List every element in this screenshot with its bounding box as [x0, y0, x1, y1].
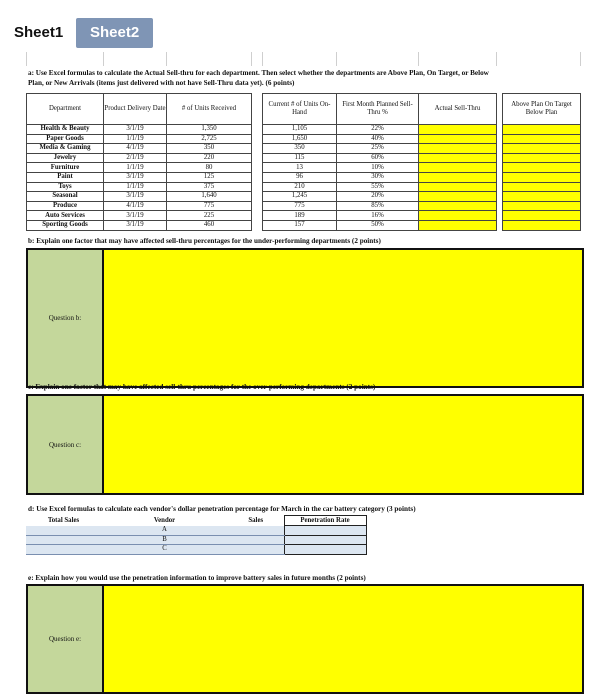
sellthru-table — [26, 93, 581, 231]
header-delivery-date: Product Delivery Date — [104, 94, 167, 125]
header-units-received: # of Units Received — [167, 94, 252, 125]
table-row — [27, 211, 581, 221]
grid-line — [103, 52, 104, 66]
units-received-cell[interactable]: 460 — [167, 220, 252, 230]
table-row — [27, 192, 581, 202]
plan-status-input[interactable] — [503, 211, 581, 221]
delivery-date-cell[interactable]: 3/1/19 — [104, 192, 167, 202]
grid-line — [262, 52, 263, 66]
planned-sellthru-cell[interactable]: 22% — [337, 125, 419, 135]
units-received-cell[interactable]: 1,350 — [167, 125, 252, 135]
units-received-cell[interactable]: 80 — [167, 163, 252, 173]
department-cell[interactable]: Media & Gaming — [27, 144, 104, 154]
units-on-hand-cell[interactable]: 13 — [263, 163, 337, 173]
penetration-rate-input[interactable] — [284, 545, 366, 555]
question-b-block — [26, 248, 584, 388]
sheet-tab-bar — [0, 0, 612, 52]
planned-sellthru-cell[interactable]: 60% — [337, 153, 419, 163]
units-on-hand-cell[interactable]: 157 — [263, 220, 337, 230]
table-row — [27, 182, 581, 192]
plan-status-input[interactable] — [503, 201, 581, 211]
question-e-block — [26, 584, 584, 694]
plan-status-input[interactable] — [503, 134, 581, 144]
penetration-rate-input[interactable] — [284, 535, 366, 545]
table-row — [27, 144, 581, 154]
question-d-prompt: d: Use Excel formulas to calculate each vendor's dollar penetration percentage for March in the car battery category (3 points) — [28, 505, 416, 513]
total-sales-input[interactable] — [26, 535, 101, 545]
delivery-date-cell[interactable]: 3/1/19 — [104, 220, 167, 230]
question-a-line1: a: Use Excel formulas to calculate the Actual Sell-thru for each department. Then select whether the departments are Above Plan, On Target, or Below — [28, 69, 489, 77]
planned-sellthru-cell[interactable]: 10% — [337, 163, 419, 173]
planned-sellthru-cell[interactable]: 40% — [337, 134, 419, 144]
actual-sellthru-input[interactable] — [419, 125, 497, 135]
department-cell[interactable]: Paint — [27, 172, 104, 182]
units-received-cell[interactable]: 350 — [167, 144, 252, 154]
delivery-date-cell[interactable]: 3/1/19 — [104, 125, 167, 135]
planned-sellthru-cell[interactable]: 55% — [337, 182, 419, 192]
grid-line — [166, 52, 167, 66]
planned-sellthru-cell[interactable]: 50% — [337, 220, 419, 230]
delivery-date-cell[interactable]: 1/1/19 — [104, 134, 167, 144]
header-units-on-hand: Current # of Units On-Hand — [263, 94, 337, 125]
table-row — [26, 545, 366, 555]
department-cell[interactable]: Produce — [27, 201, 104, 211]
plan-status-input[interactable] — [503, 192, 581, 202]
table-row — [27, 201, 581, 211]
question-c-answer-input[interactable] — [104, 396, 582, 493]
question-b-answer-input[interactable] — [104, 250, 582, 386]
header-vendor: Vendor — [153, 516, 176, 524]
department-cell[interactable]: Toys — [27, 182, 104, 192]
plan-status-input[interactable] — [503, 153, 581, 163]
actual-sellthru-input[interactable] — [419, 134, 497, 144]
delivery-date-cell[interactable]: 4/1/19 — [104, 144, 167, 154]
grid-line — [496, 52, 497, 66]
question-c-prompt: c: Explain one factor that may have affected sell-thru percentages for the over-performing departments (2 points) — [28, 383, 376, 391]
question-b-label: Question b: — [28, 250, 104, 386]
units-on-hand-cell[interactable]: 1,650 — [263, 134, 337, 144]
department-cell[interactable]: Paper Goods — [27, 134, 104, 144]
vendor-cell[interactable]: A — [101, 526, 228, 536]
planned-sellthru-cell[interactable]: 20% — [337, 192, 419, 202]
question-a-line2: Plan, or New Arrivals (items just delivered with not have Sell-Thru data yet). (6 points) — [28, 79, 295, 87]
actual-sellthru-input[interactable] — [419, 172, 497, 182]
units-received-cell[interactable]: 125 — [167, 172, 252, 182]
question-e-prompt: e: Explain how you would use the penetration information to improve battery sales in future months (2 points) — [28, 574, 366, 582]
plan-status-input[interactable] — [503, 172, 581, 182]
tab-sheet1[interactable]: Sheet1 — [0, 18, 77, 48]
grid-line — [580, 52, 581, 66]
grid-line — [418, 52, 419, 66]
planned-sellthru-cell[interactable]: 85% — [337, 201, 419, 211]
department-cell[interactable]: Auto Services — [27, 211, 104, 221]
units-on-hand-cell[interactable]: 1,245 — [263, 192, 337, 202]
tab-sheet2[interactable]: Sheet2 — [76, 18, 153, 48]
vendor-cell[interactable]: B — [101, 535, 228, 545]
units-on-hand-cell[interactable]: 96 — [263, 172, 337, 182]
table-row — [27, 172, 581, 182]
units-on-hand-cell[interactable]: 115 — [263, 153, 337, 163]
question-c-label: Question c: — [28, 396, 104, 493]
plan-status-input[interactable] — [503, 163, 581, 173]
grid-line — [336, 52, 337, 66]
plan-status-input[interactable] — [503, 144, 581, 154]
header-penetration-rate: Penetration Rate — [284, 516, 366, 526]
total-sales-input[interactable] — [26, 545, 101, 555]
vendor-cell[interactable]: C — [101, 545, 228, 555]
units-received-cell[interactable]: 225 — [167, 211, 252, 221]
total-sales-input[interactable] — [26, 526, 101, 536]
table-row — [26, 535, 366, 545]
actual-sellthru-input[interactable] — [419, 220, 497, 230]
table-row — [27, 220, 581, 230]
department-cell[interactable]: Health & Beauty — [27, 125, 104, 135]
plan-status-input[interactable] — [503, 125, 581, 135]
table-row — [27, 153, 581, 163]
units-on-hand-cell[interactable]: 189 — [263, 211, 337, 221]
units-on-hand-cell[interactable]: 350 — [263, 144, 337, 154]
question-c-block — [26, 394, 584, 495]
question-e-answer-input[interactable] — [104, 586, 582, 692]
header-total-sales: Total Sales — [47, 516, 80, 524]
table-row — [27, 125, 581, 135]
table-row — [27, 163, 581, 173]
header-plan-status: Above Plan On Target Below Plan — [503, 94, 581, 125]
units-received-cell[interactable]: 220 — [167, 153, 252, 163]
header-department: Department — [27, 94, 104, 125]
vendor-sales-input[interactable] — [228, 526, 284, 536]
delivery-date-cell[interactable]: 1/1/19 — [104, 163, 167, 173]
units-received-cell[interactable]: 1,640 — [167, 192, 252, 202]
actual-sellthru-input[interactable] — [419, 211, 497, 221]
penetration-table — [26, 515, 367, 555]
header-actual-sellthru: Actual Sell-Thru — [419, 94, 497, 125]
actual-sellthru-input[interactable] — [419, 201, 497, 211]
question-b-prompt: b: Explain one factor that may have affected sell-thru percentages for the under-performing departments (2 points) — [28, 237, 381, 245]
department-cell[interactable]: Jewelry — [27, 153, 104, 163]
table-row — [26, 526, 366, 536]
actual-sellthru-input[interactable] — [419, 192, 497, 202]
planned-sellthru-cell[interactable]: 25% — [337, 144, 419, 154]
planned-sellthru-cell[interactable]: 30% — [337, 172, 419, 182]
department-cell[interactable]: Seasonal — [27, 192, 104, 202]
plan-status-input[interactable] — [503, 220, 581, 230]
units-received-cell[interactable]: 775 — [167, 201, 252, 211]
actual-sellthru-input[interactable] — [419, 182, 497, 192]
table-row — [27, 134, 581, 144]
units-received-cell[interactable]: 375 — [167, 182, 252, 192]
units-on-hand-cell[interactable]: 210 — [263, 182, 337, 192]
delivery-date-cell[interactable]: 2/1/19 — [104, 153, 167, 163]
delivery-date-cell[interactable]: 3/1/19 — [104, 211, 167, 221]
units-received-cell[interactable]: 2,725 — [167, 134, 252, 144]
delivery-date-cell[interactable]: 1/1/19 — [104, 182, 167, 192]
units-on-hand-cell[interactable]: 775 — [263, 201, 337, 211]
grid-line — [26, 52, 27, 66]
delivery-date-cell[interactable]: 4/1/19 — [104, 201, 167, 211]
actual-sellthru-input[interactable] — [419, 163, 497, 173]
spreadsheet-grid[interactable] — [0, 52, 612, 700]
header-planned-sellthru: First Month Planned Sell-Thru % — [337, 94, 419, 125]
grid-line — [251, 52, 252, 66]
delivery-date-cell[interactable]: 3/1/19 — [104, 172, 167, 182]
department-cell[interactable]: Furniture — [27, 163, 104, 173]
actual-sellthru-input[interactable] — [419, 153, 497, 163]
plan-status-input[interactable] — [503, 182, 581, 192]
units-on-hand-cell[interactable]: 1,105 — [263, 125, 337, 135]
actual-sellthru-input[interactable] — [419, 144, 497, 154]
question-e-label: Question e: — [28, 586, 104, 692]
vendor-sales-input[interactable] — [228, 545, 284, 555]
planned-sellthru-cell[interactable]: 16% — [337, 211, 419, 221]
department-cell[interactable]: Sporting Goods — [27, 220, 104, 230]
header-sales: Sales — [248, 516, 264, 524]
vendor-sales-input[interactable] — [228, 535, 284, 545]
penetration-rate-input[interactable] — [284, 526, 366, 536]
